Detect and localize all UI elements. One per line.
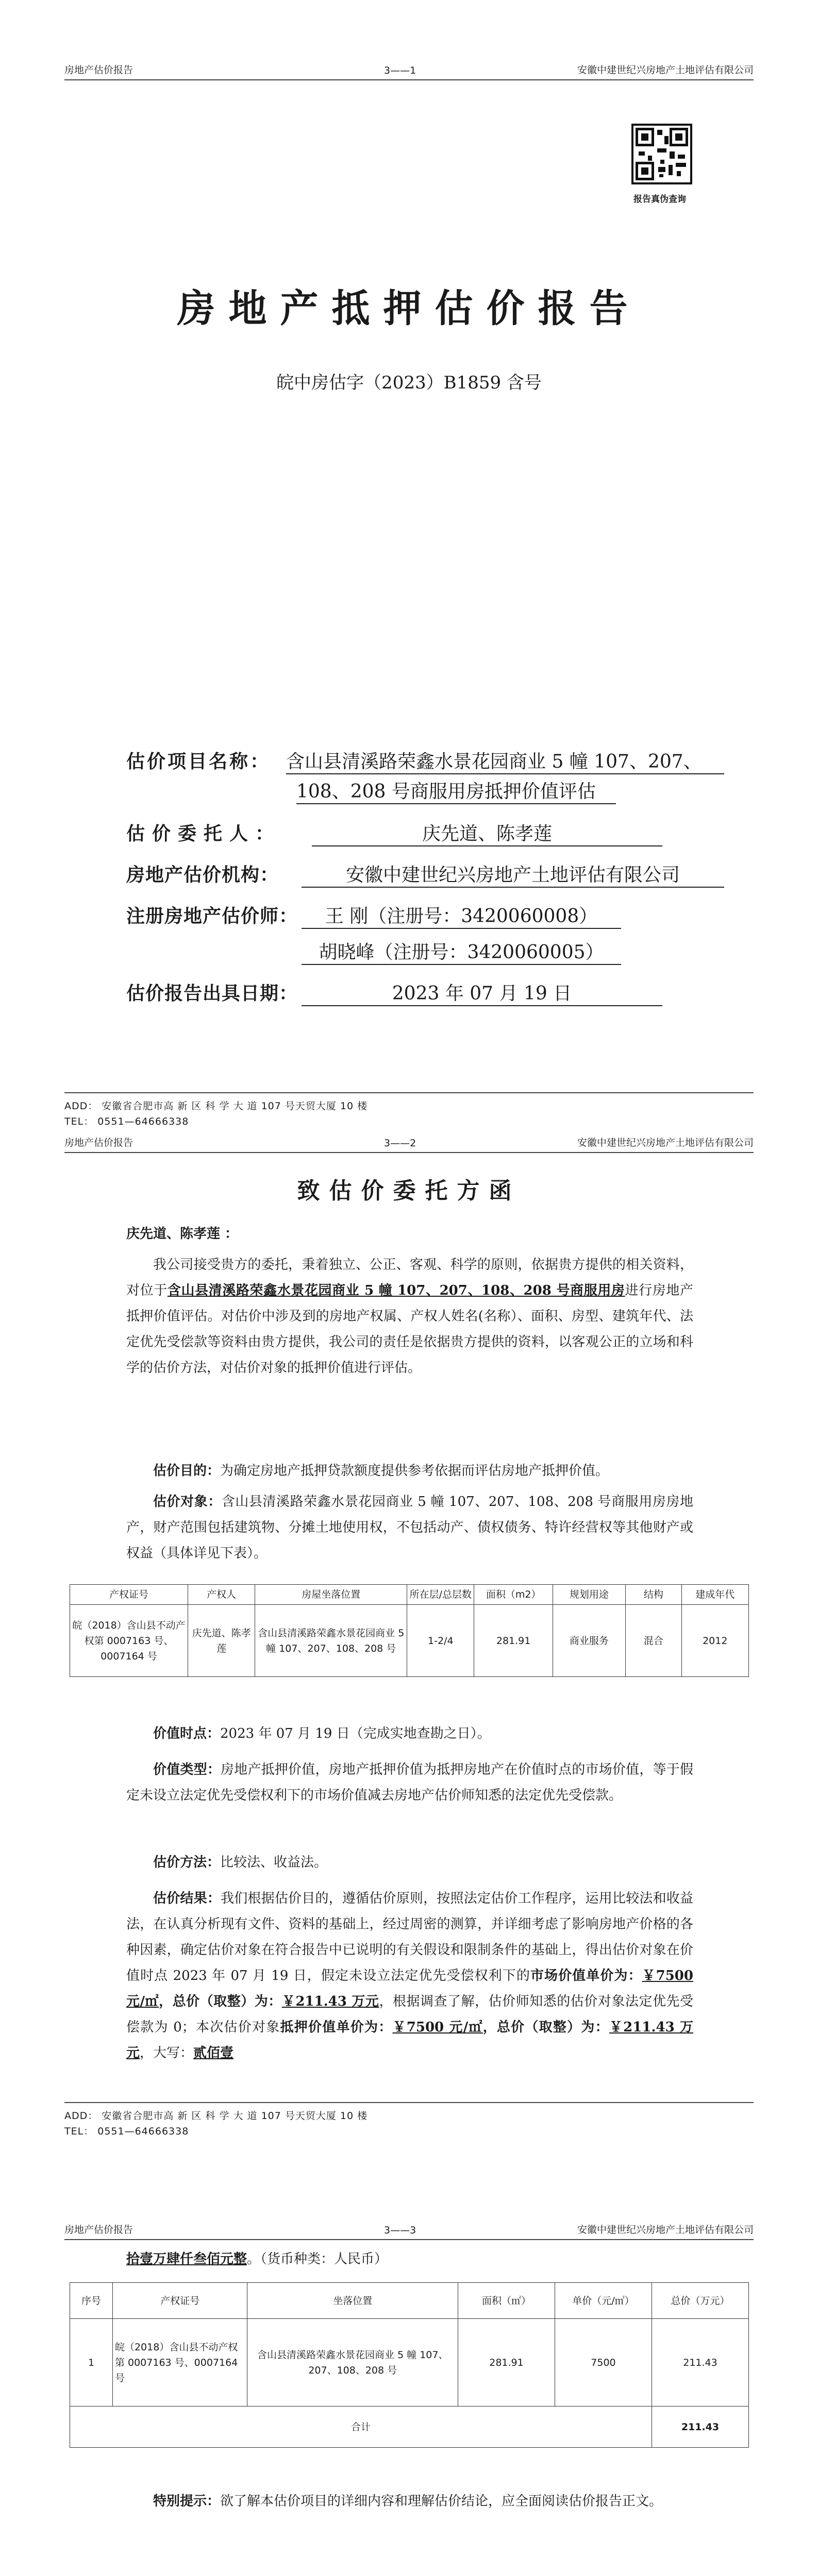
value-date-para: 价值时点：2023 年 07 月 19 日（完成实地查勘之日）。 — [153, 1726, 491, 1741]
qr-code-icon[interactable] — [631, 124, 692, 184]
header-page-number: 3——2 — [384, 1138, 416, 1149]
col-structure: 结构 — [626, 1585, 681, 1605]
appraiser-1: 王 刚（注册号：3420060008） — [302, 902, 621, 929]
client-value: 庆先道、陈孝莲 — [312, 819, 662, 846]
col-cert: 产权证号 — [70, 1585, 188, 1605]
letter-page — [0, 1133, 818, 2164]
letter-title: 致估价委托方函 — [297, 1178, 521, 1204]
amount-in-words: 贰佰壹 — [193, 2045, 234, 2061]
property-table — [70, 1584, 749, 1677]
market-unit-price: ￥7500 元/㎡ — [126, 1968, 693, 2009]
table-header-row: 序号 产权证号 坐落位置 面积（㎡） 单价（元/㎡） 总价（万元） — [70, 2283, 749, 2319]
header-company: 安徽中建世纪兴房地产土地评估有限公司 — [577, 1137, 754, 1148]
object-para: 估价对象：含山县清溪路荣鑫水景花园商业 5 幢 107、207、108、208 号商服用房房地产，财产范围包括建筑物、分摊土地使用权，不包括动产、债权债务、特许经营权等其他财产或权益（具体详见下表）。 — [126, 1494, 693, 1561]
header-left: 房地产估价报告 — [64, 64, 133, 76]
page-header — [64, 61, 754, 80]
salutation: 庆先道、陈孝莲 ： — [126, 1226, 239, 1242]
agency-value: 安徽中建世纪兴房地产土地评估有限公司 — [302, 860, 724, 888]
result-para: 估价结果：我们根据估价目的，遵循估价原则，按照法定估价工作程序，运用比较法和收益法，在认真分析现有文件、资料的基础上，经过周密的测算，并详细考虑了影响房地产价格的各种因素，确定估价对象在符合报告中已说明的有关假设和限制条件的基础上，得出估价对象在价值时点 2023 年 07 月 19 日，假定未设立法定优先受偿权利下的市场价值单价为：￥7500 元/㎡，总价（取整）为：￥211.43 万元，根据调查了解，估价师知悉的估价对象法定优先受偿款为 0；本次估价对象抵押价值单价为：￥7500 元/㎡，总价（取整）为：￥211.43 万元，大写：贰佰壹 — [126, 1891, 693, 2061]
col-usage: 规划用途 — [553, 1585, 625, 1605]
page-header — [64, 2221, 754, 2240]
amount-continued: 拾壹万肆仟叁佰元整。（货币种类：人民币） — [126, 2251, 388, 2267]
report-date-value: 2023 年 07 月 19 日 — [302, 979, 662, 1006]
cover-page — [0, 0, 818, 1127]
header-company: 安徽中建世纪兴房地产土地评估有限公司 — [577, 2224, 754, 2235]
col-location: 房屋坐落位置 — [255, 1585, 407, 1605]
property-address: 含山县清溪路荣鑫水景花园商业 5 幢 107、207、108、208 号商服用房 — [167, 1283, 625, 1298]
table-row: 1 皖（2018）含山县不动产权第 0007163 号、0007164 号 含山县清溪路荣鑫水景花园商业 5 幢 107、207、108、208 号 281.91 7500 211.43 — [70, 2319, 749, 2406]
mortgage-unit-price: ￥7500 元/㎡ — [392, 2020, 483, 2035]
header-left: 房地产估价报告 — [64, 2224, 133, 2235]
report-code: 皖中房估字（2023）B1859 含号 — [276, 372, 542, 393]
col-area: 面积（m2） — [474, 1585, 553, 1605]
header-left: 房地产估价报告 — [64, 1137, 133, 1148]
footer-tel: TEL： 0551—64666338 — [64, 1116, 189, 1127]
header-page-number: 3——1 — [384, 65, 416, 76]
page-footer — [64, 1092, 754, 1129]
col-floor: 所在层/总层数 — [407, 1585, 474, 1605]
page-header — [64, 1133, 754, 1153]
report-title: 房地产抵押估价报告 — [177, 286, 641, 331]
mortgage-total-price: ￥211.43 万元 — [126, 2020, 693, 2061]
summary-page — [0, 2221, 818, 2576]
letter-intro: 我公司接受贵方的委托，秉着独立、公正、客观、科学的原则，依据贵方提供的相关资料，对位于含山县清溪路荣鑫水景花园商业 5 幢 107、207、108、208 号商服用房进行房地产抵押价值评估。对估价中涉及到的房地产权属、产权人姓名(名称）、面积、房型、建筑年代、法定优先受偿款等资料由贵方提供，我公司的责任是依据贵方提供的资料，以客观公正的立场和科学的估价方法，对估价对象的抵押价值进行评估。 — [126, 1257, 693, 1376]
method-para: 估价方法：比较法、收益法。 — [153, 1855, 328, 1870]
qr-caption: 报告真伪查询 — [633, 194, 686, 205]
project-name-line1: 含山县清溪路荣鑫水景花园商业 5 幢 107、207、 — [286, 747, 724, 774]
table-row: 皖（2018）含山县不动产权第 0007163 号、0007164 号 庆先道、陈孝莲 含山县清溪路荣鑫水景花园商业 5 幢 107、207、108、208 号 1-2/4 281.91 商业服务 混合 2012 — [70, 1605, 749, 1677]
header-company: 安徽中建世纪兴房地产土地评估有限公司 — [577, 64, 754, 76]
table-header-row — [70, 1585, 749, 1605]
market-total-price: ￥211.43 万元 — [281, 1994, 379, 2009]
special-tip: 特别提示：欲了解本估价项目的详细内容和理解估价结论，应全面阅读估价报告正文。 — [153, 2494, 663, 2509]
page-footer — [64, 2102, 754, 2139]
table-total-row: 合计 211.43 — [70, 2406, 749, 2448]
client-label: 估价委托人： — [126, 823, 281, 844]
project-name-line2: 108、208 号商服用房抵押价值评估 — [296, 777, 616, 804]
footer-address: ADD： 安徽省合肥市高 新 区 科 学 大 道 107 号天贸大厦 10 楼 — [64, 2110, 368, 2122]
purpose-para: 估价目的：为确定房地产抵押贷款额度提供参考依据而评估房地产抵押价值。 — [153, 1463, 609, 1479]
appraiser-label: 注册房地产估价师： — [126, 905, 298, 927]
valuation-table — [70, 2282, 749, 2448]
project-name-label: 估价项目名称： — [126, 751, 271, 772]
report-date-label: 估价报告出具日期： — [126, 982, 298, 1004]
value-type-para: 价值类型：房地产抵押价值，房地产抵押价值为抵押房地产在价值时点的市场价值，等于假定未设立法定优先受偿权利下的市场价值减去房地产估价师知悉的法定优先受偿款。 — [126, 1762, 693, 1803]
footer-tel: TEL： 0551—64666338 — [64, 2126, 189, 2137]
footer-address: ADD： 安徽省合肥市高 新 区 科 学 大 道 107 号天贸大厦 10 楼 — [64, 1100, 368, 1112]
appraiser-2: 胡晓峰（注册号：3420060005） — [302, 938, 621, 965]
col-owner: 产权人 — [188, 1585, 255, 1605]
agency-label: 房地产估价机构： — [126, 864, 279, 886]
header-page-number: 3——3 — [384, 2225, 416, 2236]
col-year: 建成年代 — [681, 1585, 748, 1605]
